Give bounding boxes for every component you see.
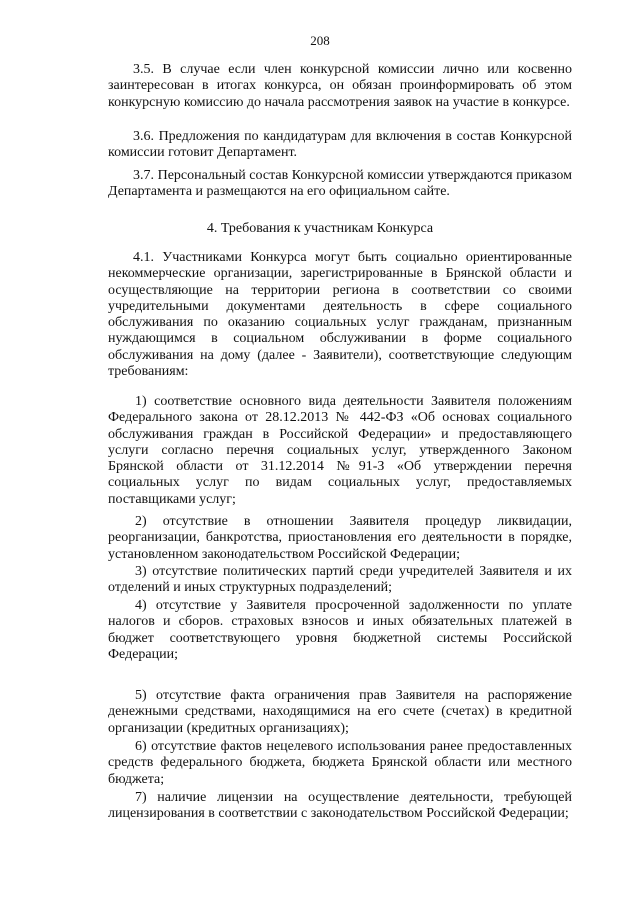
- section-heading: 4. Требования к участникам Конкурса: [206, 221, 434, 236]
- paragraph-3-7: 3.7. Персональный состав Конкурсной комиссии утверждаются приказом Департамента и размещаются на его официальном сайте.: [108, 168, 572, 200]
- requirement-item-2: 2) отсутствие в отношении Заявителя процедур ликвидации, реорганизации, банкротства, приостановления его деятельности в порядке, установленном законодательством Российской Федерации;: [108, 514, 572, 562]
- requirement-item-6: 6) отсутствие фактов нецелевого использования ранее предоставленных средств федерального бюджета, бюджета Брянской области или местного бюджета;: [108, 739, 572, 787]
- requirement-item-7: 7) наличие лицензии на осуществление деятельности, требующей лицензирования в соответствии с законодательством Российской Федерации;: [108, 790, 572, 822]
- paragraph-4-1: 4.1. Участниками Конкурса могут быть социально ориентированные некоммерческие организации, зарегистрированные в Брянской области и осуществляющие на территории региона в соответствии со своими учредительными документами деятельность в сфере социального обслуживания по оказанию социальных услуг гражданам, признанным нуждающимся в социальном обслуживании в форме социального обслуживания на дому (далее - Заявители), соответствующие следующим требованиям:: [108, 250, 572, 380]
- paragraph-3-5: 3.5. В случае если член конкурсной комиссии лично или косвенно заинтересован в итогах конкурса, он обязан проинформировать об этом конкурсную комиссию до начала рассмотрения заявок на участие в конкурсе.: [108, 62, 572, 110]
- requirement-item-3: 3) отсутствие политических партий среди учредителей Заявителя и их отделений и иных структурных подразделений;: [108, 564, 572, 596]
- requirement-item-5: 5) отсутствие факта ограничения прав Заявителя на распоряжение денежными средствами, находящимися на его счете (счетах) в кредитной организации (кредитных организациях);: [108, 688, 572, 736]
- paragraph-3-6: 3.6. Предложения по кандидатурам для включения в состав Конкурсной комиссии готовит Департамент.: [108, 129, 572, 161]
- requirement-item-4: 4) отсутствие у Заявителя просроченной задолженности по уплате налогов и сборов. страховых взносов и иных обязательных платежей в бюджет соответствующего уровня бюджетной системы Российской Федерации;: [108, 598, 572, 662]
- requirement-item-1: 1) соответствие основного вида деятельности Заявителя положениям Федерального закона от 28.12.2013 № 442-ФЗ «Об основах социального обслуживания граждан в Российской Федерации» и предоставляющего услуги согласно перечня социальных услуг, утвержденного Законом Брянской области от 31.12.2014 №91-З «Об утверждении перечня социальных услуг по видам социальных услуг, предоставляемых поставщиками услуг;: [108, 394, 572, 507]
- page-number: 208: [310, 33, 330, 48]
